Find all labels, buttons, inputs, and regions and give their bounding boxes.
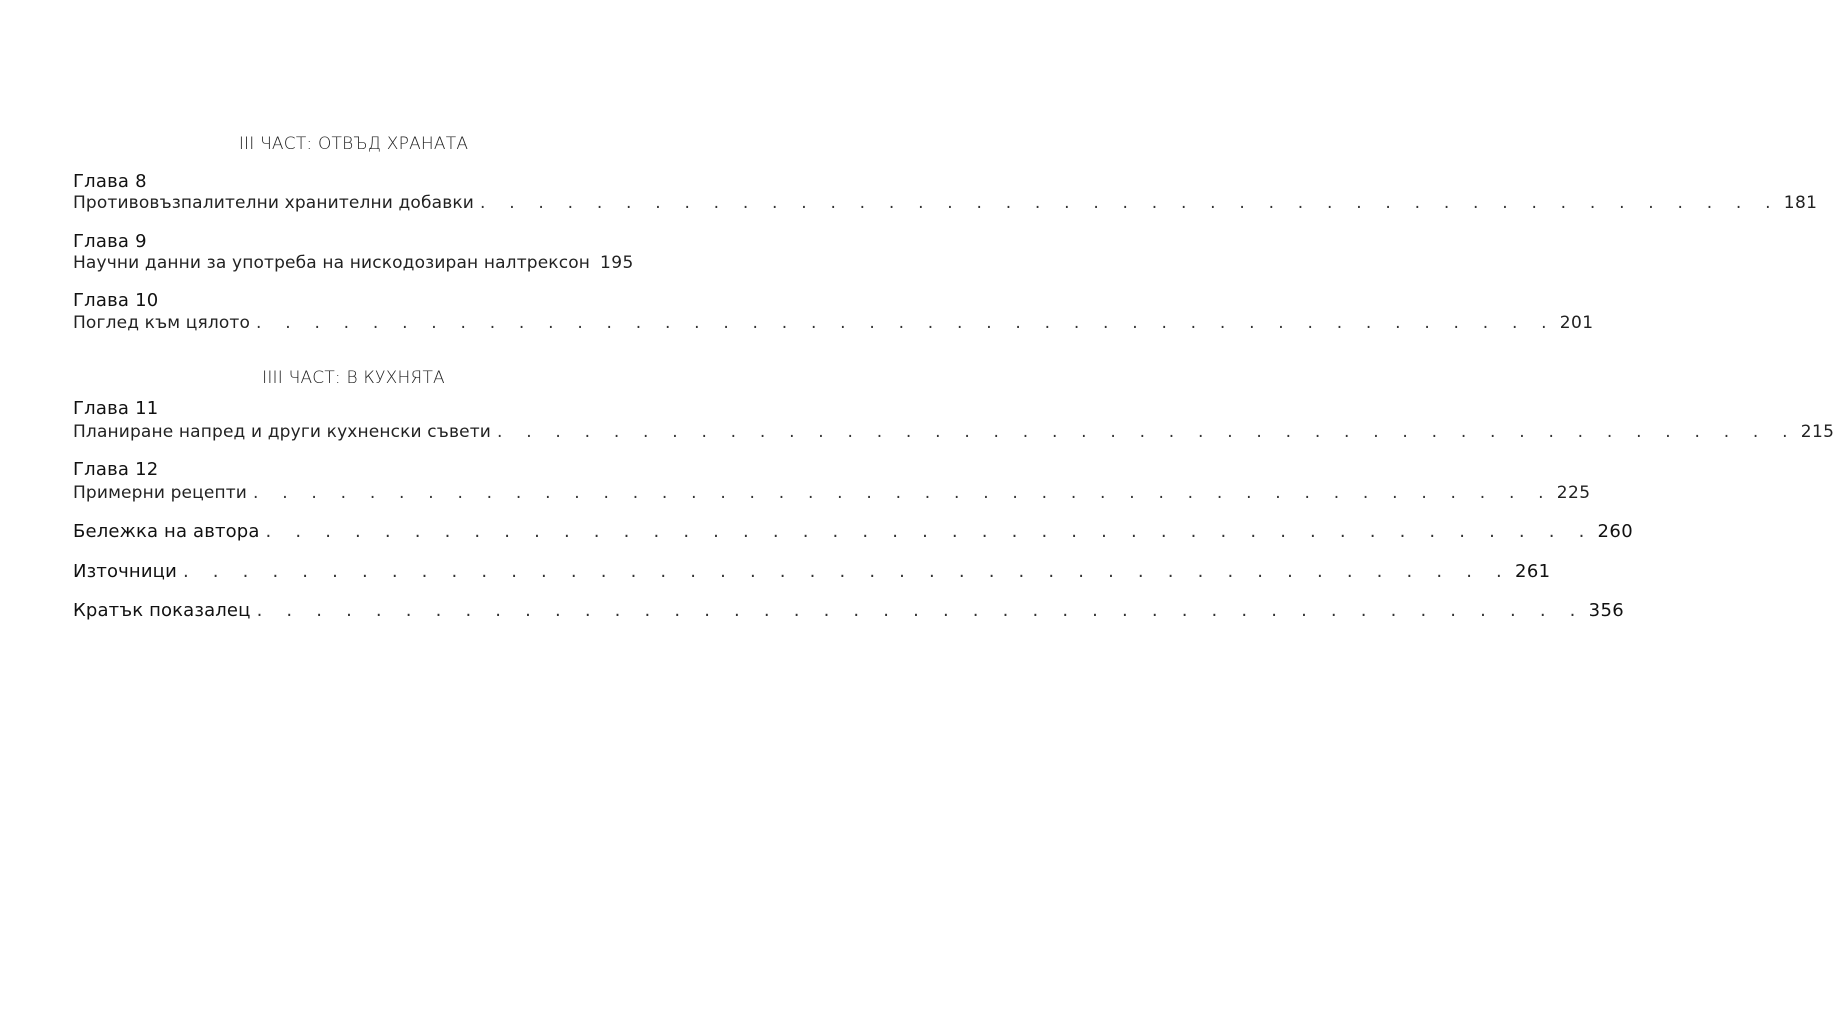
toc-entry-title: Бележка на автора xyxy=(73,521,260,542)
toc-entry-author-note[interactable] xyxy=(73,521,1634,545)
dot-leader: . . . . . . . . . . . . . . . . . . . . . . . . . . . . . . . . . . . . . . . . . . . . . xyxy=(265,521,1594,542)
part-title-iiii: IIII ЧАСТ: В КУХНЯТА xyxy=(262,368,445,388)
toc-entry-chapter-10[interactable] xyxy=(73,313,1594,337)
part-title-iii: III ЧАСТ: ОТВЪД ХРАНАТА xyxy=(238,134,469,154)
toc-entry-title: Кратък показалец xyxy=(73,600,251,621)
toc-entry-title: Поглед към цялото xyxy=(73,313,251,333)
toc-entry-title: Примерни рецепти xyxy=(73,483,248,503)
page-number: 201 xyxy=(1559,313,1594,333)
dot-leader: . . . . . . . . . . . . . . . . . . . . . . . . . . . . . . . . . . . . . . . . . . . . . xyxy=(497,422,1797,442)
toc-entry-title: Планиране напред и други кухненски съвети xyxy=(73,422,491,442)
dot-leader: . . . . . . . . . . . . . . . . . . . . . . . . . . . . . . . . . . . . . . . . . . . . . xyxy=(256,313,1556,333)
page-number: 261 xyxy=(1514,561,1551,582)
page-number: 356 xyxy=(1588,600,1625,621)
toc-entry-chapter-8[interactable] xyxy=(73,193,1818,217)
toc-entry-title: Източници xyxy=(73,561,177,582)
toc-entry-index[interactable] xyxy=(73,600,1625,624)
chapter-heading-12: Глава 12 xyxy=(73,459,159,480)
toc-entry-chapter-9[interactable] xyxy=(73,253,634,277)
toc-entry-title: Противовъзпалителни хранителни добавки xyxy=(73,193,474,213)
dot-leader: . . . . . . . . . . . . . . . . . . . . . . . . . . . . . . . . . . . . . . . . . . . . . xyxy=(182,561,1511,582)
page-number: 195 xyxy=(600,253,634,273)
toc-entry-title: Научни данни за употреба на нискодозиран налтрексон xyxy=(73,253,591,273)
chapter-heading-9: Глава 9 xyxy=(73,231,147,252)
dot-leader: . . . . . . . . . . . . . . . . . . . . . . . . . . . . . . . . . . . . . . . . . . . . . xyxy=(253,483,1553,503)
chapter-heading-11: Глава 11 xyxy=(73,398,159,419)
toc-entry-chapter-12[interactable] xyxy=(73,483,1591,507)
dot-leader: . . . . . . . . . . . . . . . . . . . . . . . . . . . . . . . . . . . . . . . . . . . . . xyxy=(479,193,1780,213)
page-number: 260 xyxy=(1597,521,1634,542)
chapter-heading-10: Глава 10 xyxy=(73,290,159,311)
dot-leader: . . . . . . . . . . . . . . . . . . . . . . . . . . . . . . . . . . . . . . . . . . . . . xyxy=(256,600,1585,621)
page-number: 215 xyxy=(1800,422,1834,442)
chapter-heading-8: Глава 8 xyxy=(73,171,147,192)
toc-entry-sources[interactable] xyxy=(73,561,1551,585)
page-number: 225 xyxy=(1556,483,1591,503)
page-number: 181 xyxy=(1783,193,1818,213)
toc-entry-chapter-11[interactable] xyxy=(73,422,1834,446)
